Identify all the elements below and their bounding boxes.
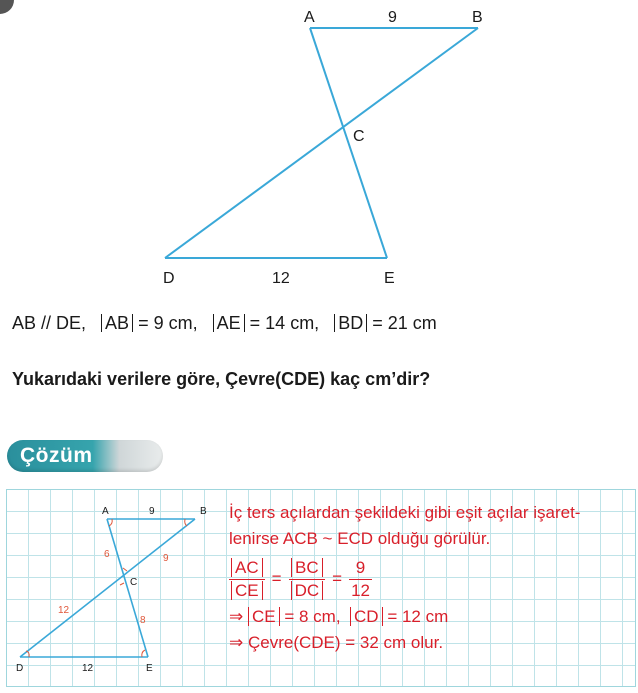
small-figure — [6, 489, 228, 685]
point-b-label: B — [472, 9, 483, 26]
small-segment-ae — [107, 519, 148, 657]
cd-abs: CD — [350, 607, 383, 626]
equals-sign-1: = — [271, 569, 282, 588]
small-point-e: E — [146, 663, 153, 674]
point-d-label: D — [163, 270, 175, 287]
small-ce-label: 8 — [140, 615, 146, 626]
solution-line-5 — [229, 630, 634, 656]
equals-sign-2: = — [332, 569, 343, 588]
small-ac-label: 6 — [104, 549, 110, 560]
small-point-b: B — [200, 506, 207, 517]
frac-dc: DC — [291, 581, 324, 600]
point-e-label: E — [384, 270, 395, 287]
frac-9: 9 — [349, 557, 372, 580]
ab-value: = 9 cm, — [138, 313, 198, 333]
proportion-equation — [229, 554, 634, 604]
parallel-statement: AB // DE, — [12, 313, 87, 333]
small-de-label: 12 — [82, 663, 94, 674]
frac-ac: AC — [231, 558, 263, 577]
bd-abs: BD — [334, 314, 367, 332]
ab-abs: AB — [101, 314, 133, 332]
small-point-d: D — [16, 663, 24, 674]
solution-badge-label: Çözüm — [20, 444, 93, 467]
small-ab-label: 9 — [149, 506, 155, 517]
point-a-label: A — [304, 9, 315, 26]
angle-mark-c-top — [123, 568, 127, 571]
small-dc-label: 12 — [58, 605, 70, 616]
bd-value: = 21 cm — [372, 313, 437, 333]
fraction-ac-ce — [229, 557, 265, 602]
frac-bc: BC — [291, 558, 323, 577]
angle-mark-c-bottom — [120, 583, 124, 585]
ae-value: = 14 cm, — [249, 313, 320, 333]
solution-line-1: İç ters açılardan şekildeki gibi eşit açılar işaret- — [229, 503, 581, 522]
implies-arrow-1: ⇒ — [229, 607, 244, 626]
angle-mark-e — [142, 650, 145, 657]
solution-text — [229, 500, 634, 656]
fraction-bc-dc — [289, 557, 326, 602]
frac-12: 12 — [351, 580, 370, 600]
final-result: Çevre(CDE) = 32 cm olur. — [247, 633, 444, 652]
ab-length-label: 9 — [388, 9, 397, 26]
ce-abs: CE — [248, 607, 280, 626]
implies-arrow-2: ⇒ — [229, 633, 244, 652]
solution-line-4 — [229, 604, 634, 630]
ae-abs: AE — [213, 314, 245, 332]
frac-ce: CE — [231, 581, 263, 600]
given-data — [12, 313, 437, 334]
question-text: Yukarıdaki verilere göre, Çevre(CDE) kaç cm’dir? — [12, 369, 431, 389]
small-point-c: C — [130, 577, 138, 588]
fraction-9-12 — [349, 557, 372, 602]
small-point-a: A — [102, 506, 109, 517]
de-length-label: 12 — [272, 270, 290, 287]
small-cb-label: 9 — [163, 553, 169, 564]
solution-line-2: lenirse ACB ~ ECD olduğu görülür. — [229, 529, 491, 548]
cd-result: = 12 cm — [387, 607, 449, 626]
ce-result: = 8 cm, — [284, 607, 341, 626]
point-c-label: C — [353, 128, 365, 145]
main-figure — [0, 0, 638, 300]
small-segment-bd — [20, 519, 195, 657]
